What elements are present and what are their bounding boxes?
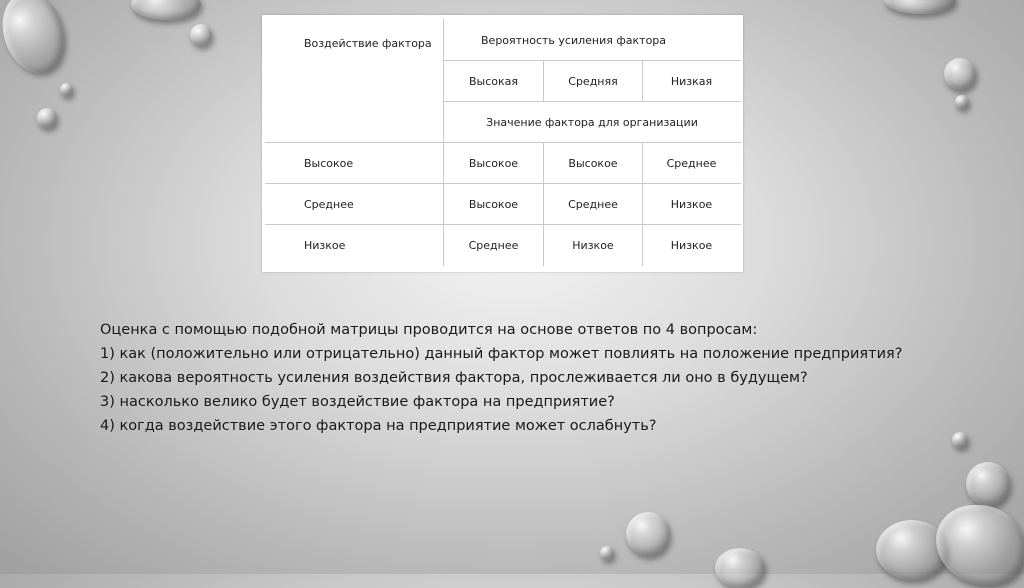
prob-level-high: Высокая <box>444 61 544 102</box>
factor-matrix-table <box>265 19 741 266</box>
water-drop <box>131 0 201 20</box>
value-caption: Значение фактора для организации <box>444 102 741 143</box>
table-cell: Среднее <box>444 225 544 266</box>
water-drop <box>60 83 73 96</box>
question-line: 1) как (положительно или отрицательно) данный фактор может повлиять на положение предприятия? <box>100 346 903 362</box>
table-row <box>266 225 741 266</box>
table-cell: Высокое <box>444 184 544 225</box>
table-cell: Низкое <box>643 184 741 225</box>
header-probability: Вероятность усиления фактора <box>444 20 741 61</box>
questions-text <box>100 318 980 438</box>
water-drop <box>626 512 670 556</box>
water-drop <box>0 0 73 81</box>
row-label: Среднее <box>266 184 444 225</box>
question-line: 4) когда воздействие этого фактора на предприятие может ослабнуть? <box>100 418 657 434</box>
water-drop <box>600 546 614 560</box>
factor-matrix-card <box>262 15 743 272</box>
water-drop <box>955 95 969 109</box>
table-cell: Среднее <box>544 184 643 225</box>
intro-line: Оценка с помощью подобной матрицы проводится на основе ответов по 4 вопросам: <box>100 322 758 338</box>
table-row <box>266 20 741 61</box>
water-drop <box>936 505 1024 585</box>
water-drop <box>715 548 765 588</box>
table-cell: Высокое <box>544 143 643 184</box>
table-row <box>266 184 741 225</box>
water-drop <box>37 108 57 128</box>
table-row <box>266 143 741 184</box>
table-cell: Высокое <box>444 143 544 184</box>
water-drop <box>190 24 212 46</box>
table-cell: Низкое <box>544 225 643 266</box>
question-line: 2) какова вероятность усиления воздействия фактора, прослеживается ли оно в будущем? <box>100 370 808 386</box>
water-drop <box>966 462 1010 506</box>
question-line: 3) насколько велико будет воздействие фактора на предприятие? <box>100 394 615 410</box>
water-drop <box>944 58 976 90</box>
header-factor: Воздействие фактора <box>266 20 444 143</box>
prob-level-medium: Средняя <box>544 61 643 102</box>
row-label: Низкое <box>266 225 444 266</box>
prob-level-low: Низкая <box>643 61 741 102</box>
row-label: Высокое <box>266 143 444 184</box>
table-cell: Низкое <box>643 225 741 266</box>
water-drop <box>884 0 956 14</box>
table-cell: Среднее <box>643 143 741 184</box>
